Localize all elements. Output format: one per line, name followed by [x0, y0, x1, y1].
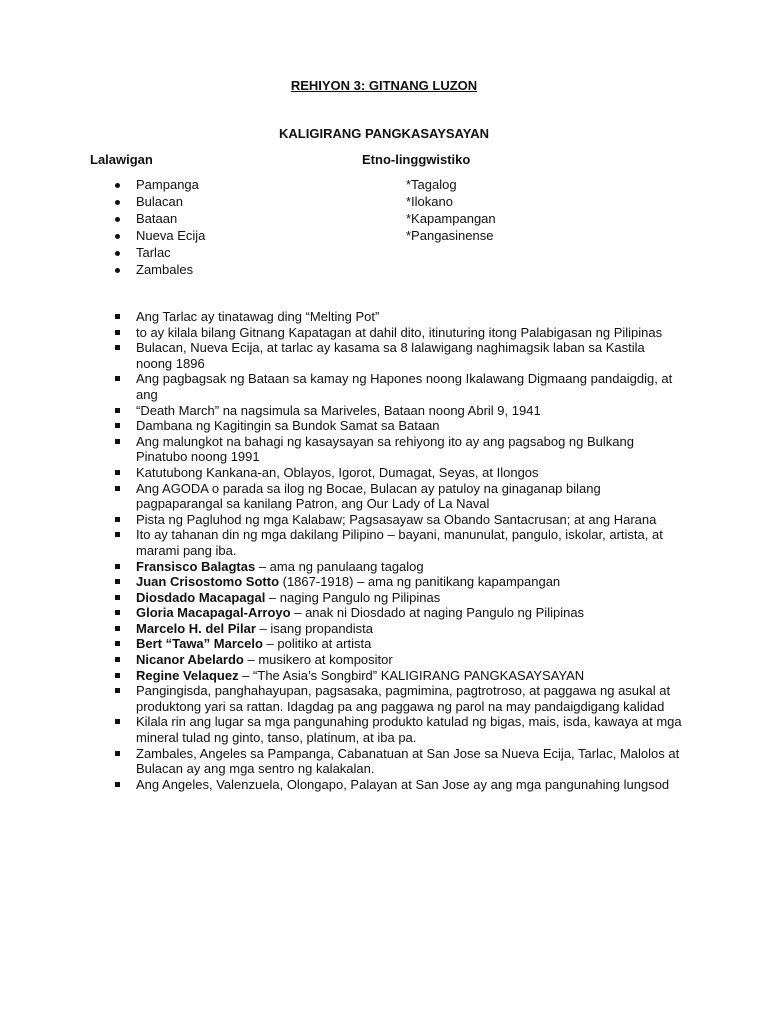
fact-text: – anak ni Diosdado at naging Pangulo ng Pilipinas	[290, 605, 585, 621]
section-heading: KALIGIRANG PANGKASAYSAYAN	[279, 126, 489, 141]
province-item: Zambales	[112, 261, 205, 278]
column-heading-etno: Etno-linggwistiko	[362, 152, 471, 167]
fact-item	[112, 309, 682, 325]
fact-item	[112, 590, 682, 606]
fact-text: – “The Asia’s Songbird” KALIGIRANG PANGKASAYSAYAN	[238, 667, 585, 683]
fact-text: – naging Pangulo ng Pilipinas	[265, 589, 441, 605]
fact-text: Zambales, Angeles sa Pampanga, Cabanatuan at San Jose sa Nueva Ecija, Tarlac, Malolos at Bulacan ay ang mga sentro ng kalakalan.	[136, 745, 680, 777]
fact-item	[112, 465, 682, 481]
fact-text: Bulacan, Nueva Ecija, at tarlac ay kasama sa 8 lalawigang naghimagsik laban sa Kastila noong 1896	[136, 340, 645, 371]
fact-item	[112, 481, 682, 512]
fact-text: Ang Angeles, Valenzuela, Olongapo, Palayan at San Jose ay ang mga pangunahing lungsod	[136, 776, 670, 792]
fact-text: to ay kilala bilang Gitnang Kapatagan at dahil dito, itinuturing itong Palabigasan ng Pilipinas	[136, 324, 663, 340]
fact-text: “Death March” na nagsimula sa Mariveles, Bataan noong Abril 9, 1941	[136, 402, 541, 418]
province-item: Pampanga	[112, 176, 205, 193]
fact-item	[112, 652, 682, 668]
fact-text: Kilala rin ang lugar sa mga pangunahing produkto katulad ng bigas, mais, isda, kawaya at mga mineral tulad ng ginto, tanso, platinum, at iba pa.	[136, 714, 682, 746]
fact-text: Ang AGODA o parada sa ilog ng Bocae, Bulacan ay patuloy na ginaganap bilang pagpaparangal sa kanilang Patron, ang Our Lady of La Naval	[136, 480, 601, 512]
fact-item	[112, 714, 682, 745]
province-list	[112, 176, 205, 278]
fact-item	[112, 574, 682, 590]
fact-item	[112, 325, 682, 341]
ethnolinguistic-list	[406, 176, 496, 244]
person-name: Gloria Macapagal-Arroyo	[136, 605, 291, 621]
fact-text: – musikero at kompositor	[243, 652, 393, 668]
fact-text: – politiko at artista	[262, 636, 372, 652]
ethnolinguistic-item: *Tagalog	[406, 177, 457, 192]
person-name: Marcelo H. del Pilar	[136, 620, 256, 636]
fact-item	[112, 636, 682, 652]
province-item: Nueva Ecija	[112, 227, 205, 244]
person-name: Regine Velaquez	[136, 667, 239, 683]
column-heading-lalawigan: Lalawigan	[90, 152, 153, 167]
person-name: Fransisco Balagtas	[136, 558, 256, 574]
fact-item	[112, 559, 682, 575]
fact-text: – isang propandista	[255, 620, 374, 636]
ethnolinguistic-item: *Kapampangan	[406, 211, 496, 226]
fact-item	[112, 434, 682, 465]
province-item: Bulacan	[112, 193, 205, 210]
ethnolinguistic-item: *Pangasinense	[406, 228, 494, 243]
fact-item	[112, 621, 682, 637]
fact-item	[112, 403, 682, 419]
fact-item	[112, 371, 682, 402]
fact-text: Katutubong Kankana-an, Oblayos, Igorot, Dumagat, Seyas, at Ilongos	[136, 464, 539, 480]
fact-text: – ama ng panulaang tagalog	[255, 558, 424, 574]
facts-list	[112, 309, 682, 792]
ethnolinguistic-item: *Ilokano	[406, 194, 453, 209]
fact-text: Ang malungkot na bahagi ng kasaysayan sa rehiyong ito ay ang pagsabog ng Bulkang Pinatubo noong 1991	[136, 433, 634, 465]
province-item: Tarlac	[112, 244, 205, 261]
fact-item	[112, 683, 682, 714]
fact-item	[112, 512, 682, 528]
fact-item	[112, 777, 682, 793]
fact-item	[112, 418, 682, 434]
fact-item	[112, 668, 682, 684]
fact-item	[112, 527, 682, 558]
person-name: Diosdado Macapagal	[136, 589, 266, 605]
fact-item	[112, 605, 682, 621]
fact-text: Ang Tarlac ay tinatawag ding “Melting Pot”	[136, 309, 380, 324]
person-name: Nicanor Abelardo	[136, 652, 244, 668]
person-name: Juan Crisostomo Sotto	[136, 574, 280, 590]
person-name: Bert “Tawa” Marcelo	[136, 636, 263, 652]
fact-text: Dambana ng Kagitingin sa Bundok Samat sa Bataan	[136, 418, 440, 434]
fact-text: Pista ng Pagluhod ng mga Kalabaw; Pagsasayaw sa Obando Santacrusan; at ang Harana	[136, 511, 657, 527]
fact-item	[112, 340, 682, 371]
fact-text: (1867-1918) – ama ng panitikang kapampangan	[279, 574, 561, 590]
fact-text: Ito ay tahanan din ng mga dakilang Pilipino – bayani, manunulat, pangulo, iskolar, artista, at marami pang iba.	[136, 527, 663, 558]
page-title: REHIYON 3: GITNANG LUZON	[290, 78, 478, 93]
fact-text: Ang pagbagsak ng Bataan sa kamay ng Hapones noong Ikalawang Digmaang pandaigdig, at ang	[136, 371, 673, 402]
fact-item	[112, 746, 682, 777]
province-item: Bataan	[112, 210, 205, 227]
fact-text: Pangingisda, panghahayupan, pagsasaka, pagmimina, pagtrotroso, at paggawa ng asukal at produktong yari sa rattan. Idagdag pa ang paggawa ng parol na may pandaigdigang kalidad	[136, 683, 671, 714]
